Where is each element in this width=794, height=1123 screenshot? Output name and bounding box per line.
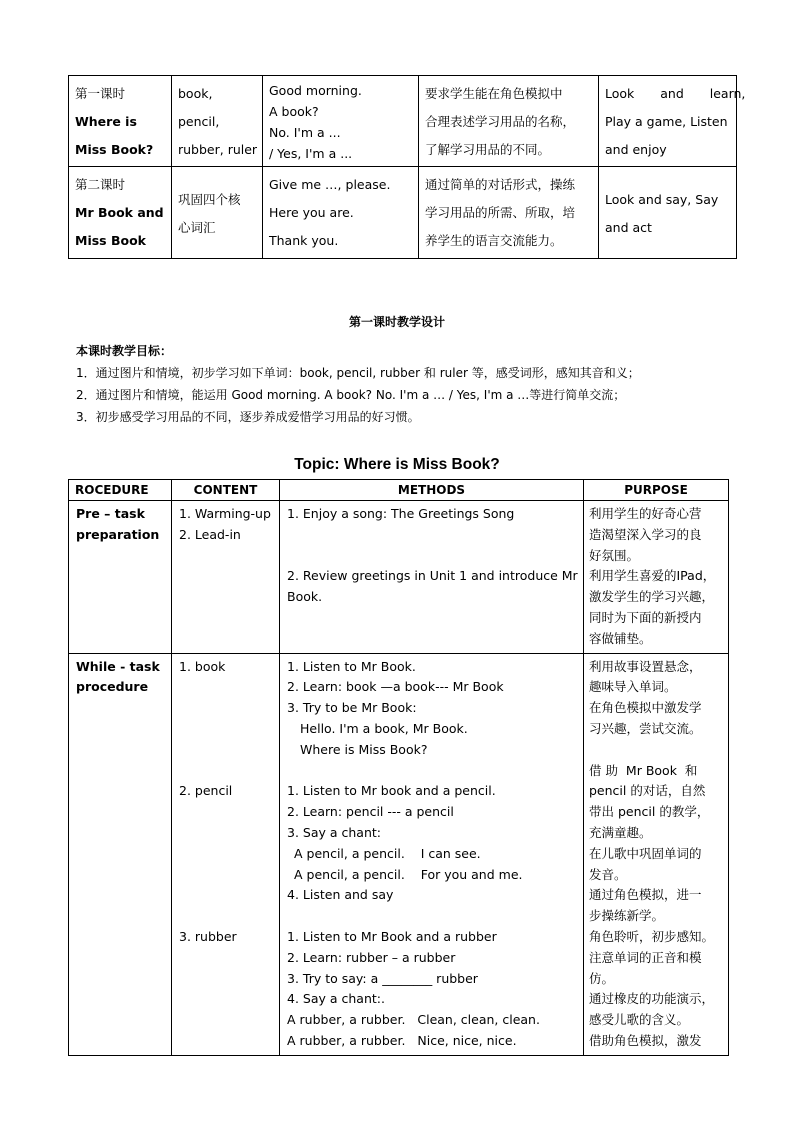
goal-item: 2．通过图片和情境，能运用 Good morning. A book? No. I'm a … / Yes, I'm a …等进行简单交流；: [76, 388, 626, 402]
lesson-goals: [76, 340, 756, 428]
goal-item: 1．通过图片和情境，初步学习如下单词：book, pencil, rubber 和 ruler 等，感受词形，感知其音和义；: [76, 366, 640, 380]
header-procedure: ROCEDURE: [69, 480, 172, 501]
pre-task-row: [69, 501, 729, 654]
header-content: CONTENT: [172, 480, 280, 501]
overview-row: [69, 167, 737, 259]
lesson-title-cell: [69, 167, 172, 259]
sentences-cell: Good morning. A book? No. I'm a ... / Yes, I'm a ...: [263, 76, 419, 167]
lesson-overview-table: [68, 75, 746, 259]
lesson-number: 第一课时: [75, 86, 126, 101]
vocab-cell: book, pencil, rubber, ruler: [172, 76, 263, 167]
lesson-title-line2: Miss Book?: [75, 142, 154, 157]
purpose-cell: 利用故事设置悬念， 趣味导入单词。 在角色模拟中激发学 习兴趣，尝试交流。 借 助 Mr Book 和 pencil 的对话，自然 带出 pencil 的教学， 充满童趣。 在儿歌中巩固单词的 发音。 通过角色模拟，进一 步操练新学。 角色聆听，初步感知。 注意单词的正音和模 仿。 通过橡皮的功能演示， 感受儿歌的含义。 借助角色模拟，激发: [584, 653, 729, 1055]
lesson-number: 第二课时: [75, 177, 126, 192]
lesson-title-line1: Where is: [75, 114, 137, 129]
topic-heading: Topic: Where is Miss Book?: [294, 456, 500, 473]
stage-cell: Pre – task preparation: [69, 501, 172, 654]
methods-cell: 1. Listen to Mr Book. 2. Learn: book —a book--- Mr Book 3. Try to be Mr Book: Hello. I'm a book, Mr Book. Where is Miss Book? 1. Listen to Mr book and a pencil. 2. Learn: pencil --- a pencil 3. Say a chant: A pencil, a pencil. I can see. A pencil, a pencil. For you and me. 4. Listen and say 1. Listen to Mr Book and a rubber 2. Learn: rubber – a rubber 3. Try to say: a ________ rubber 4. Say a chant:. A rubber, a rubber. Clean, clean, clean. A rubber, a rubber. Nice, nice, nice.: [280, 653, 584, 1055]
while-task-row: [69, 653, 729, 1055]
methods-cell: 1. Enjoy a song: The Greetings Song 2. Review greetings in Unit 1 and introduce Mr Book.: [280, 501, 584, 654]
section-title: 第一课时教学设计: [348, 315, 445, 329]
lesson-title-line1: Mr Book and: [75, 205, 164, 220]
lesson-title-line2: Miss Book: [75, 233, 146, 248]
goals-heading: 本课时教学目标：: [76, 344, 173, 358]
header-purpose: PURPOSE: [584, 480, 729, 501]
table-header-row: [69, 480, 729, 501]
overview-row: [69, 76, 737, 167]
purpose-cell: 利用学生的好奇心营 造渴望深入学习的良 好氛围。 利用学生喜爱的IPad， 激发学生的学习兴趣， 同时为下面的新授内 容做铺垫。: [584, 501, 729, 654]
lesson-title-cell: [69, 76, 172, 167]
activities-cell: Look and say, Say and act: [599, 167, 737, 259]
lesson-procedure-table: [68, 479, 729, 1056]
header-methods: METHODS: [280, 480, 584, 501]
activities-cell: Look and learn, Play a game, Listen and enjoy: [599, 76, 737, 167]
content-cell: 1. book 2. pencil 3. rubber: [172, 653, 280, 1055]
goal-cell: 要求学生能在角色模拟中 合理表述学习用品的名称， 了解学习用品的不同。: [419, 76, 599, 167]
goal-item: 3．初步感受学习用品的不同，逐步养成爱惜学习用品的好习惯。: [76, 410, 420, 424]
content-cell: 1. Warming-up 2. Lead-in: [172, 501, 280, 654]
sentences-cell: Give me …, please. Here you are. Thank you.: [263, 167, 419, 259]
stage-cell: While - task procedure: [69, 653, 172, 1055]
vocab-cell: 巩固四个核 心词汇: [172, 167, 263, 259]
goal-cell: 通过简单的对话形式，操练 学习用品的所需、所取，培 养学生的语言交流能力。: [419, 167, 599, 259]
